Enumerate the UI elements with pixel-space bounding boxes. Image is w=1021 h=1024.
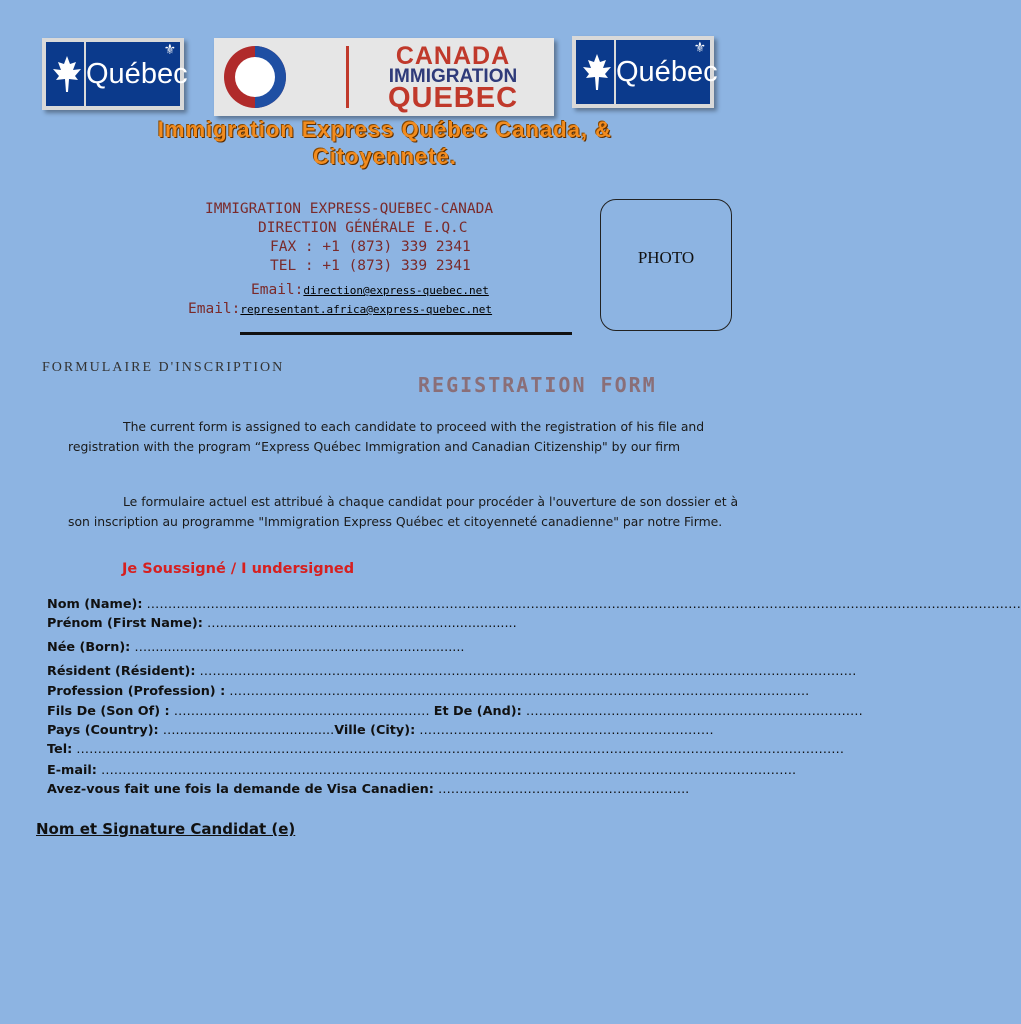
quebec-logo-right xyxy=(572,36,718,108)
field-email-label: E-mail: xyxy=(47,763,97,778)
field-resident-label: Résident (Résident): xyxy=(47,664,196,679)
divider xyxy=(240,332,572,335)
fleur-de-lis-icon: ⚜ xyxy=(693,40,706,56)
field-ville-label: Ville (City): xyxy=(334,723,416,738)
field-prenom-label: Prénom (First Name): xyxy=(47,616,203,631)
maple-leaf-icon xyxy=(582,54,612,90)
page-title xyxy=(40,116,730,170)
title-line-1: Immigration Express Québec Canada, & xyxy=(157,117,613,142)
paragraph-fr xyxy=(68,492,758,531)
email-link-africa[interactable]: representant.africa@express-quebec.net xyxy=(240,303,493,316)
org-name: IMMIGRATION EXPRESS-QUEBEC-CANADA xyxy=(205,201,494,217)
email-link-direction[interactable]: direction@express-quebec.net xyxy=(303,284,489,297)
field-tel[interactable]: Tel: ……………………………………………………………………………………………………………………………………………………………… xyxy=(47,742,845,757)
maple-leaf-icon xyxy=(52,56,82,92)
logo-line-1: CANADA xyxy=(395,42,511,70)
email-line-2 xyxy=(188,298,492,317)
field-nom[interactable]: Nom (Name): ……………………………………………………………………………………………………………………………………………………………………………………. xyxy=(47,597,1021,612)
tel: TEL : +1 (873) 339 2341 xyxy=(270,258,471,274)
field-nee[interactable]: Née (Born): ….............................................................................. xyxy=(47,640,465,655)
logo-separator xyxy=(346,46,349,108)
field-parents[interactable]: Fils De (Son Of) : …………………………………………………… Et De (And): ……………………………………………………………………. xyxy=(47,704,863,719)
title-line-2: Citoyenneté. xyxy=(312,144,458,169)
form-title-en: REGISTRATION FORM xyxy=(418,373,657,397)
field-tel-label: Tel: xyxy=(47,742,73,757)
field-email[interactable]: E-mail: ………………………………………………………………………………………………………………………………………………. xyxy=(47,763,797,778)
field-visa-label: Avez-vous fait une fois la demande de Visa Canadien: xyxy=(47,782,434,797)
field-profession-label: Profession (Profession) : xyxy=(47,684,226,699)
fax: FAX : +1 (873) 339 2341 xyxy=(270,239,471,255)
form-title-fr: FORMULAIRE D'INSCRIPTION xyxy=(42,360,285,375)
quebec-logo-left xyxy=(42,38,188,110)
photo-box: PHOTO xyxy=(600,199,732,331)
field-nee-label: Née (Born): xyxy=(47,640,131,655)
quebec-logo-text: Québec xyxy=(616,40,710,104)
field-et-de-label: Et De (And): xyxy=(433,704,522,719)
logo-line-3: QUEBEC xyxy=(387,82,519,114)
paragraph-fr-text: Le formulaire actuel est attribué à chaque candidat pour procéder à l'ouverture de son dossier et à son inscription au programme "Immigration Express Québec et citoyenneté canadienne" par notre Firme. xyxy=(68,494,739,529)
field-resident[interactable]: Résident (Résident): ………………………………………………………………………………………………………………………………………. xyxy=(47,664,857,679)
emblem-circle-icon xyxy=(224,46,286,108)
email-label: Email: xyxy=(251,282,304,298)
fleur-de-lis-icon: ⚜ xyxy=(163,42,176,58)
field-pays-label: Pays (Country): xyxy=(47,723,159,738)
signature-label: Nom et Signature Candidat (e) xyxy=(36,820,296,838)
field-profession[interactable]: Profession (Profession) : ………………………………………………………………………………………………………………………. xyxy=(47,684,810,699)
paragraph-en xyxy=(68,417,758,456)
email-label: Email: xyxy=(188,301,241,317)
undersigned-heading: Je Soussigné / I undersigned xyxy=(122,561,355,577)
logo-line-2: IMMIGRATION xyxy=(388,66,518,87)
field-visa[interactable]: Avez-vous fait une fois la demande de Visa Canadien: ………………………………………………….. xyxy=(47,782,690,797)
field-location[interactable]: Pays (Country): ….......................................Ville (City): …………………………………………………………… xyxy=(47,723,714,738)
quebec-logo-text: Québec xyxy=(86,42,180,106)
canada-immigration-quebec-logo xyxy=(214,38,554,116)
paragraph-en-text: The current form is assigned to each candidate to proceed with the registration of his file and registration with the program “Express Québec Immigration and Canadian Citizenship" by our firm xyxy=(68,419,705,454)
field-fils-de-label: Fils De (Son Of) : xyxy=(47,704,170,719)
field-nom-label: Nom (Name): xyxy=(47,597,143,612)
field-prenom[interactable]: Prénom (First Name): …......................................................................... xyxy=(47,616,517,631)
email-line-1 xyxy=(251,279,489,298)
direction: DIRECTION GÉNÉRALE E.Q.C xyxy=(258,220,468,236)
